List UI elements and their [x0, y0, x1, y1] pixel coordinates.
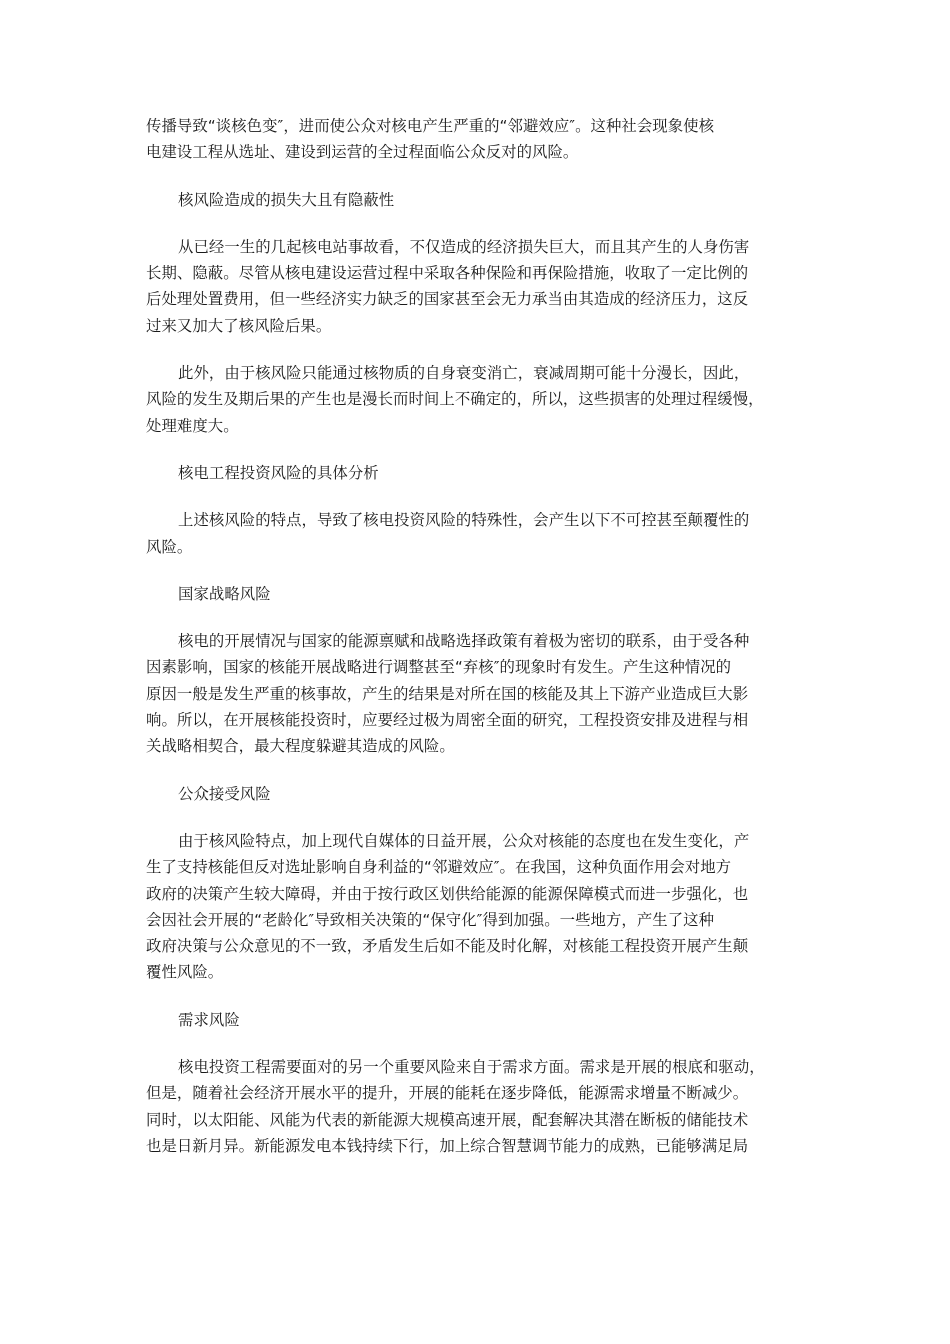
section-heading [146, 187, 810, 213]
paragraph [146, 234, 810, 339]
paragraph-line: 长期、隐蔽。尽管从核电建设运营过程中采取各种保险和再保险措施，收取了一定比例的 [146, 264, 749, 283]
section-heading [146, 460, 810, 486]
section-heading-text: 国家战略风险 [178, 584, 271, 603]
paragraph-line: 会因社会开展的“老龄化″导致相关决策的“保守化″得到加强。一些地方，产生了这种 [146, 910, 715, 929]
paragraph-line: 但是，随着社会经济开展水平的提升，开展的能耗在逐步降低，能源需求增量不断减少。 [146, 1084, 749, 1103]
paragraph-line: 核电投资工程需要面对的另一个重要风险来自于需求方面。需求是开展的根底和驱动， [178, 1058, 765, 1077]
paragraph [146, 828, 810, 986]
section-heading-text: 核电工程投资风险的具体分析 [178, 463, 379, 482]
section-heading-text: 公众接受风险 [178, 784, 271, 803]
paragraph-line: 覆性风险。 [146, 963, 224, 982]
document-page [146, 113, 810, 1159]
paragraph-line: 过来又加大了核风险后果。 [146, 316, 332, 335]
paragraph-line: 此外，由于核风险只能通过核物质的自身衰变消亡，衰减周期可能十分漫长，因此， [178, 364, 750, 383]
paragraph-line: 后处理处置费用，但一些经济实力缺乏的国家甚至会无力承当由其造成的经济压力，这反 [146, 290, 749, 309]
paragraph-line: 上述核风险的特点，导致了核电投资风险的特殊性，会产生以下不可控甚至颠覆性的 [178, 511, 750, 530]
paragraph-line: 政府决策与公众意见的不一致，矛盾发生后如不能及时化解，对核能工程投资开展产生颠 [146, 937, 749, 956]
paragraph-line: 响。所以，在开展核能投资时，应要经过极为周密全面的研究，工程投资安排及进程与相 [146, 711, 749, 730]
paragraph-line: 同时，以太阳能、风能为代表的新能源大规模高速开展，配套解决其潜在断板的储能技术 [146, 1110, 749, 1129]
section-heading [146, 581, 810, 607]
paragraph-line: 风险的发生及期后果的产生也是漫长而时间上不确定的，所以，这些损害的处理过程缓慢， [146, 390, 764, 409]
section-heading-text: 需求风险 [178, 1010, 240, 1029]
paragraph [146, 628, 810, 759]
paragraph-line: 传播导致“谈核色变″，进而使公众对核电产生严重的“邻避效应″。这种社会现象使核 [146, 117, 715, 135]
paragraph [146, 113, 810, 166]
paragraph-line: 核电的开展情况与国家的能源禀赋和战略选择政策有着极为密切的联系，由于受各种 [178, 632, 750, 651]
paragraph-line: 原因一般是发生严重的核事故，产生的结果是对所在国的核能及其上下游产业造成巨大影 [146, 684, 749, 703]
paragraph-line: 关战略相契合，最大程度躲避其造成的风险。 [146, 737, 455, 756]
section-heading [146, 1007, 810, 1033]
paragraph-line: 也是日新月异。新能源发电本钱持续下行，加上综合智慧调节能力的成熟，已能够满足局 [146, 1136, 749, 1155]
section-heading-text: 核风险造成的损失大且有隐蔽性 [178, 190, 395, 209]
paragraph [146, 507, 810, 560]
section-heading [146, 781, 810, 807]
paragraph-line: 由于核风险特点，加上现代自媒体的日益开展，公众对核能的态度也在发生变化，产 [178, 831, 750, 850]
paragraph [146, 1054, 810, 1159]
paragraph-line: 风险。 [146, 537, 193, 556]
paragraph-line: 因素影响，国家的核能开展战略进行调整甚至“弃核″的现象时有发生。产生这种情况的 [146, 658, 732, 677]
paragraph [146, 360, 810, 439]
paragraph-line: 政府的决策产生较大障碍，并由于按行政区划供给能源的能源保障模式而进一步强化，也 [146, 884, 749, 903]
paragraph-line: 生了支持核能但反对选址影响自身利益的“邻避效应″。在我国，这种负面作用会对地方 [146, 858, 732, 877]
paragraph-line: 电建设工程从选址、建设到运营的全过程面临公众反对的风险。 [146, 143, 579, 162]
paragraph-line: 处理难度大。 [146, 416, 239, 435]
paragraph-line: 从已经一生的几起核电站事故看，不仅造成的经济损失巨大，而且其产生的人身伤害 [178, 237, 750, 256]
